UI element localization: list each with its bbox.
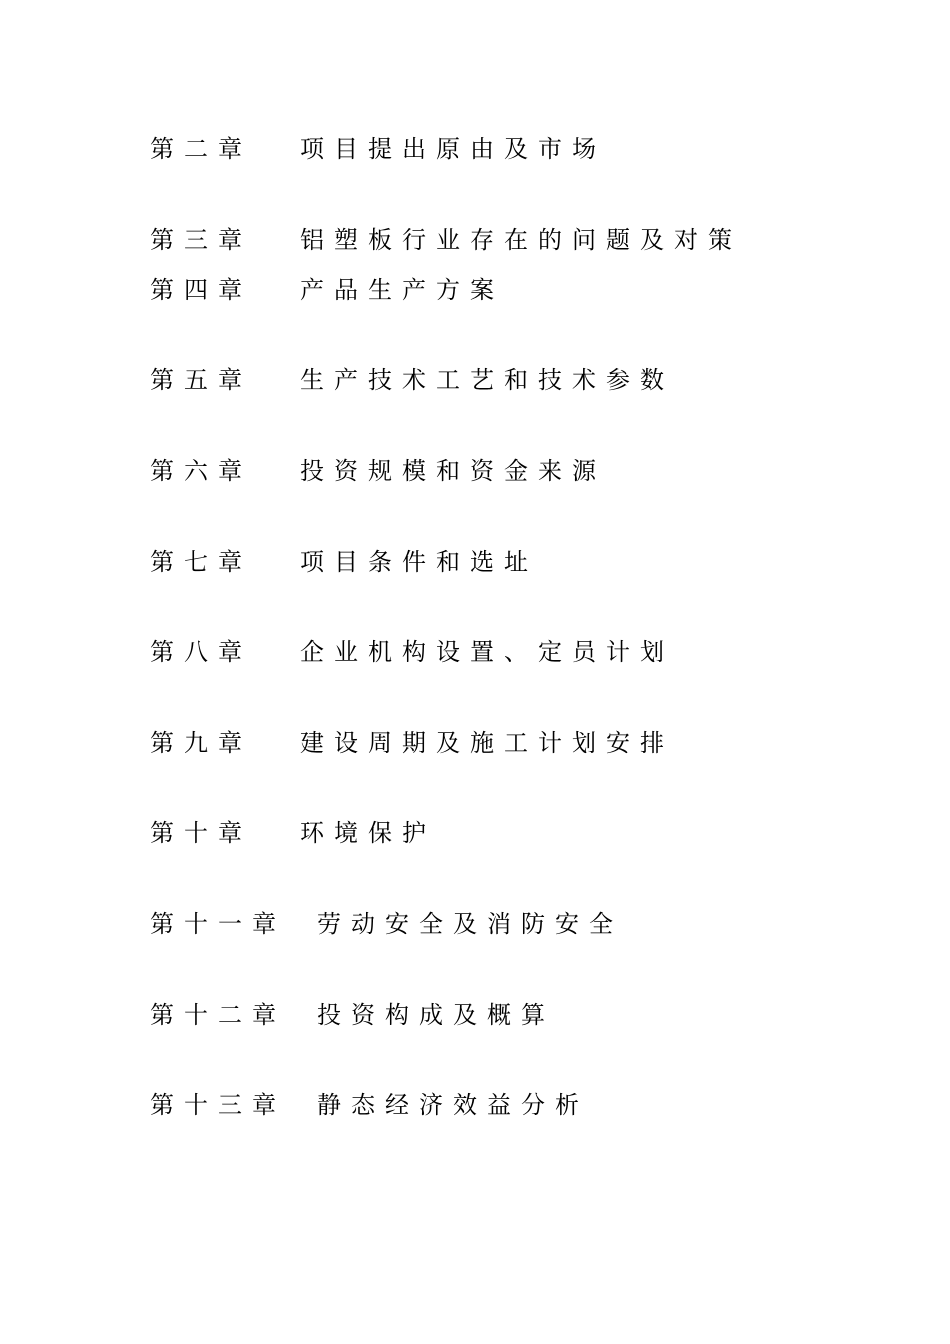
chapter-title: 产品生产方案 (300, 276, 504, 304)
chapter-title: 建设周期及施工计划安排 (300, 729, 674, 757)
toc-entry (150, 133, 910, 165)
chapter-title: 生产技术工艺和技术参数 (300, 366, 674, 394)
toc-entry (150, 636, 910, 668)
toc-entry (150, 455, 910, 487)
chapter-number: 第五章 (150, 366, 252, 394)
toc-entry (150, 546, 910, 578)
toc-entry (150, 817, 910, 849)
chapter-number: 第十一章 (150, 910, 286, 938)
toc-entry (150, 908, 910, 940)
chapter-title: 项目条件和选址 (300, 548, 538, 576)
chapter-number: 第八章 (150, 638, 252, 666)
toc-entry (150, 274, 910, 306)
chapter-number: 第十二章 (150, 1001, 286, 1029)
chapter-title: 项目提出原由及市场 (300, 135, 606, 163)
chapter-number: 第二章 (150, 135, 252, 163)
toc-entry (150, 999, 910, 1031)
chapter-title: 企业机构设置、定员计划 (300, 638, 674, 666)
chapter-title: 铝塑板行业存在的问题及对策 (300, 226, 742, 254)
chapter-number: 第三章 (150, 226, 252, 254)
toc-entry (150, 1089, 910, 1121)
chapter-number: 第十三章 (150, 1091, 286, 1119)
chapter-number: 第九章 (150, 729, 252, 757)
chapter-title: 静态经济效益分析 (317, 1091, 589, 1119)
chapter-title: 环境保护 (300, 819, 436, 847)
chapter-title: 劳动安全及消防安全 (317, 910, 623, 938)
chapter-title: 投资规模和资金来源 (300, 457, 606, 485)
toc-entry (150, 224, 910, 256)
chapter-number: 第七章 (150, 548, 252, 576)
toc-entry (150, 364, 910, 396)
chapter-number: 第十章 (150, 819, 252, 847)
chapter-number: 第四章 (150, 276, 252, 304)
toc-entry (150, 727, 910, 759)
chapter-title: 投资构成及概算 (317, 1001, 555, 1029)
chapter-number: 第六章 (150, 457, 252, 485)
